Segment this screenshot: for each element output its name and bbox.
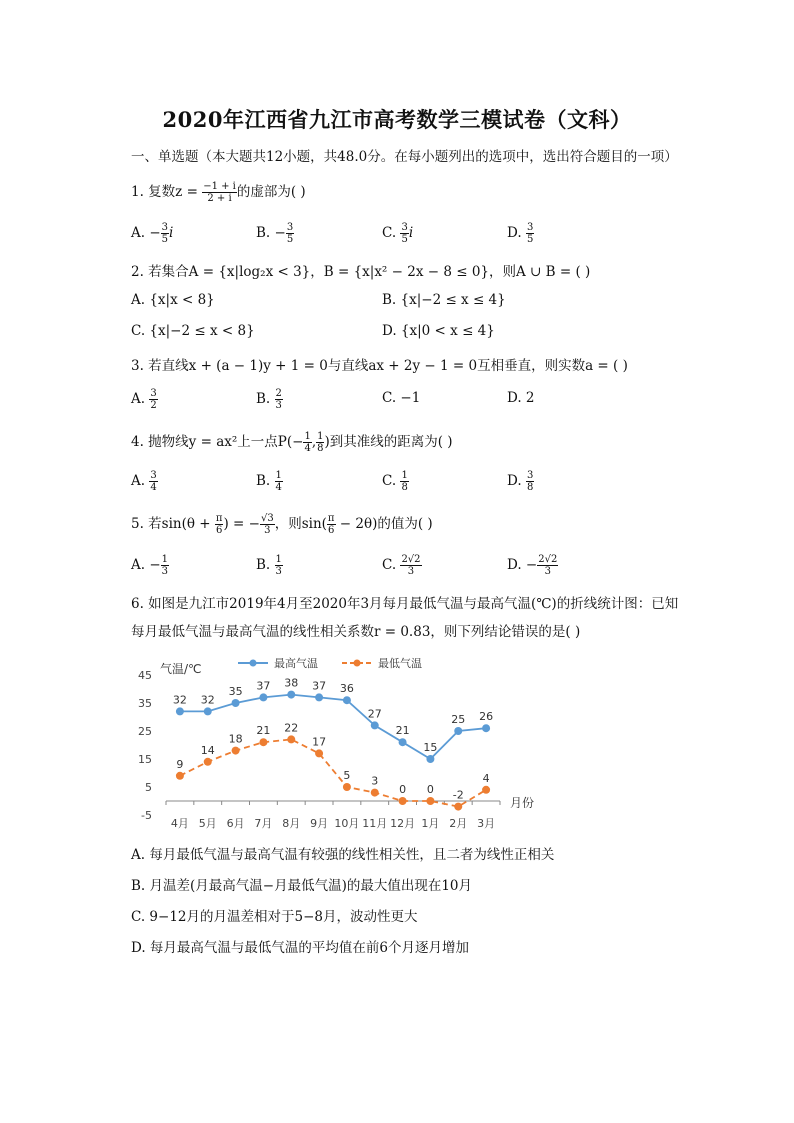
q1-c-prefix: C. [382,225,401,241]
q5-b-den: 3 [275,566,282,577]
data-point [287,735,295,743]
data-point [176,707,184,715]
data-label: 21 [256,724,271,738]
q5-a-den: 3 [161,566,169,577]
data-point [399,738,407,746]
q6-line-1: 6. 如图是九江市2019年4月至2020年3月每月最低气温与最高气温(℃)的折线统计图：已知 [131,596,679,612]
data-point [343,696,351,704]
q1-d-prefix: D. [507,225,526,241]
q3-option-a[interactable] [131,388,158,411]
question-2: 2. 若集合A = {x|log₂x < 3}，B = {x|x² − 2x − 8 ≤ 0}，则A ∪ B = ( ) [131,264,591,280]
q4-a-num: 3 [150,470,157,481]
data-point [204,758,212,766]
x-tick-label: 10月 [334,817,360,830]
q4-b-num: 1 [275,470,282,481]
q5-b-num: 1 [275,554,282,565]
question-6 [131,590,701,646]
q5-option-b[interactable] [256,554,283,577]
q4-d2: 8 [317,443,324,454]
q5-f3n: π [327,513,335,524]
data-label: 3 [371,774,379,788]
q1-c-num: 3 [401,222,408,233]
q4-c-den: 8 [401,482,408,493]
x-axis-label: 月份 [510,796,535,810]
series-line-max [180,695,486,759]
q2-option-b[interactable]: B. {x|−2 ≤ x ≤ 4} [382,292,506,308]
q3-option-b[interactable] [256,388,283,411]
data-label: 27 [367,707,382,721]
q1-d-frac [526,222,534,245]
data-label: 35 [228,685,243,698]
q5-f1n: π [215,513,223,524]
data-point [482,786,490,794]
q5-a-prefix: A. − [131,557,161,573]
data-label: 26 [479,710,494,724]
q1-option-c[interactable] [382,222,413,245]
q3-option-c[interactable]: C. −1 [382,390,421,406]
q1-fraction [202,181,237,204]
q3-a-frac [149,388,157,411]
q5-f1d: 6 [216,525,223,536]
y-tick-label: 25 [138,725,152,738]
q4-c-frac [400,470,408,493]
q4-n1: 1 [304,431,311,442]
q3-a-den: 2 [150,400,157,411]
data-point [315,749,323,757]
data-label: 38 [284,676,299,690]
q6-option-d[interactable]: D. 每月最高气温与最低气温的平均值在前6个月逐月增加 [131,940,470,956]
data-point [232,747,240,755]
x-tick-label: 7月 [254,817,273,830]
q2-option-c[interactable]: C. {x|−2 ≤ x < 8} [131,323,255,339]
data-label: 21 [395,724,410,738]
data-point [426,797,434,805]
y-tick-label: -5 [141,809,152,822]
data-label: 5 [343,769,351,782]
x-tick-label: 1月 [421,817,440,830]
data-point [315,693,323,701]
section-heading: 一、单选题（本大题共12小题，共48.0分。在每小题列出的选项中，选出符合题目的一项） [131,149,678,165]
data-point [204,707,212,715]
q5-f2n: √3 [260,513,274,524]
question-1 [131,180,306,204]
data-point [371,721,379,729]
data-point [176,772,184,780]
q1-text-post: 的虚部为( ) [236,184,306,200]
legend-label: 最低气温 [378,657,422,670]
q5-c-frac [400,554,421,577]
data-label: 17 [312,735,327,749]
data-label: 9 [176,757,184,771]
x-tick-label: 9月 [310,817,329,830]
data-point [259,738,267,746]
q4-n2: 1 [317,431,324,442]
q6-option-c[interactable]: C. 9−12月的月温差相对于5−8月，波动性更大 [131,909,418,925]
q3-b-den: 3 [275,400,282,411]
data-point [287,691,295,699]
data-point [482,724,490,732]
q4-frac-1 [303,431,311,454]
x-tick-label: 12月 [390,817,416,830]
q5-a-num: 1 [161,554,169,565]
q5-d-frac [537,554,558,577]
x-tick-label: 2月 [449,817,468,830]
page-title: 2020年江西省九江市高考数学三模试卷（文科） [162,107,632,132]
q4-d-num: 3 [526,470,534,481]
q4-d-frac [526,470,534,493]
q4-c-prefix: C. [382,473,401,489]
data-label: 32 [172,693,187,707]
data-label: 0 [426,783,434,796]
y-axis-label: 气温/℃ [160,662,202,676]
q4-text-pre: 4. 抛物线y = ax²上一点P(− [131,434,304,450]
q4-b-frac [275,470,283,493]
q4-option-c[interactable] [382,470,409,493]
data-label: 37 [256,679,271,693]
q1-num: −1 + i [203,181,236,192]
q4-d-prefix: D. [507,473,526,489]
data-label: 0 [399,783,407,796]
q5-frac-3 [327,513,336,536]
data-label: 14 [200,743,215,757]
x-tick-label: 5月 [198,817,217,830]
q5-f3d: 6 [328,525,335,536]
q6-option-a[interactable]: A. 每月最低气温与最高气温有较强的线性相关性，且二者为线性正相关 [131,847,555,863]
q4-option-b[interactable] [256,470,283,493]
x-tick-label: 11月 [362,817,388,830]
q1-a-den: 5 [161,234,169,245]
question-5 [131,512,433,536]
y-tick-label: 5 [145,781,152,794]
x-tick-label: 8月 [282,817,301,830]
q3-b-frac [275,388,283,411]
q5-d-prefix: D. − [507,557,538,573]
data-label: 4 [482,771,490,785]
q6-option-b[interactable]: B. 月温差(月最高气温−月最低气温)的最大值出现在10月 [131,878,473,894]
q5-option-a[interactable] [131,554,169,577]
q1-text-pre: 1. 复数z = [131,184,203,200]
q2-option-a[interactable]: A. {x|x < 8} [131,292,215,308]
q5-d-num: 2√2 [538,554,558,565]
data-label: 32 [200,693,215,707]
q1-a-num: 3 [161,222,169,233]
q5-option-c[interactable] [382,554,422,577]
q3-b-num: 2 [275,388,282,399]
q4-a-frac [149,470,157,493]
chart-axes [138,656,534,830]
q5-c-den: 3 [407,566,415,577]
q1-c-frac [400,222,408,245]
data-label: 15 [423,741,438,754]
x-tick-label: 4月 [170,817,189,830]
data-label: 22 [284,721,299,735]
q1-c-tail: i [408,225,414,241]
q4-d-den: 8 [526,482,534,493]
data-point [343,783,351,791]
legend-marker [354,660,361,667]
data-point [232,699,240,707]
q1-option-a[interactable] [131,222,173,245]
q4-option-a[interactable] [131,470,158,493]
question-4: 4. 抛物线y = ax²上一点P(− $\frac{1}{4}$ , $\frac{1}{8}$ )到其准线的距离为( ) [131,431,453,454]
q5-c-prefix: C. [382,557,401,573]
data-point [371,789,379,797]
q5-a-frac [161,554,169,577]
y-tick-label: 35 [138,697,152,710]
q1-d-den: 5 [526,234,534,245]
q5-text-pre: 5. 若sin(θ + [131,516,215,532]
q5-mid2: ，则sin( [274,516,327,532]
legend-label: 最高气温 [274,657,318,670]
x-tick-label: 6月 [226,817,245,830]
q3-b-prefix: B. [256,391,275,407]
legend-marker [250,660,257,667]
q1-a-frac [161,222,169,245]
q5-d-den: 3 [544,566,551,577]
q1-c-den: 5 [401,234,408,245]
q1-b-frac [286,222,294,245]
q1-b-den: 5 [286,234,294,245]
q4-b-prefix: B. [256,473,275,489]
y-tick-label: 15 [138,753,152,766]
x-tick-label: 3月 [477,817,496,830]
data-label: 37 [312,679,327,693]
q5-c-num: 2√2 [401,554,421,565]
chart-series [173,677,493,811]
q5-option-d[interactable] [507,554,558,577]
q5-text-post: − 2θ)的值为( ) [335,516,433,532]
data-point [454,803,462,811]
q4-text-post: )到其准线的距离为( ) [324,434,453,450]
q1-b-num: 3 [286,222,294,233]
q4-d1: 4 [304,443,311,454]
q6-line-2: 每月最低气温与最高气温的线性相关系数r = 0.83，则下列结论错误的是( ) [131,624,581,640]
q3-option-d[interactable]: D. 2 [507,390,535,406]
q1-d-num: 3 [526,222,534,233]
question-3: 3. 若直线x + (a − 1)y + 1 = 0与直线ax + 2y − 1 = 0互相垂直，则实数a = ( ) [131,358,628,374]
q3-a-num: 3 [150,388,157,399]
data-point [259,693,267,701]
q1-a-tail: i [169,225,174,241]
q5-b-frac [275,554,283,577]
data-label: -2 [452,788,464,802]
q5-frac-2 [260,513,275,536]
q1-den: 2 + i [207,193,232,204]
data-point [454,727,462,735]
q1-option-b[interactable] [256,222,294,245]
q1-option-d[interactable] [507,222,534,245]
y-tick-label: 45 [138,669,152,682]
data-point [426,755,434,763]
q5-mid: ) = − [223,516,260,532]
data-point [399,797,407,805]
data-label: 25 [451,713,466,726]
q3-a-prefix: A. [131,391,150,407]
q1-b-prefix: B. − [256,225,286,241]
data-label: 36 [339,682,354,696]
data-label: 18 [228,732,243,746]
q5-b-prefix: B. [256,557,275,573]
q4-a-prefix: A. [131,473,150,489]
temperature-line-chart [130,655,550,835]
q4-b-den: 4 [275,482,282,493]
q4-a-den: 4 [150,482,157,493]
q4-option-d[interactable] [507,470,534,493]
q4-c-num: 1 [401,470,408,481]
q5-f2d: 3 [264,525,271,536]
q2-option-d[interactable]: D. {x|0 < x ≤ 4} [382,323,495,339]
q1-a-prefix: A. − [131,225,161,241]
